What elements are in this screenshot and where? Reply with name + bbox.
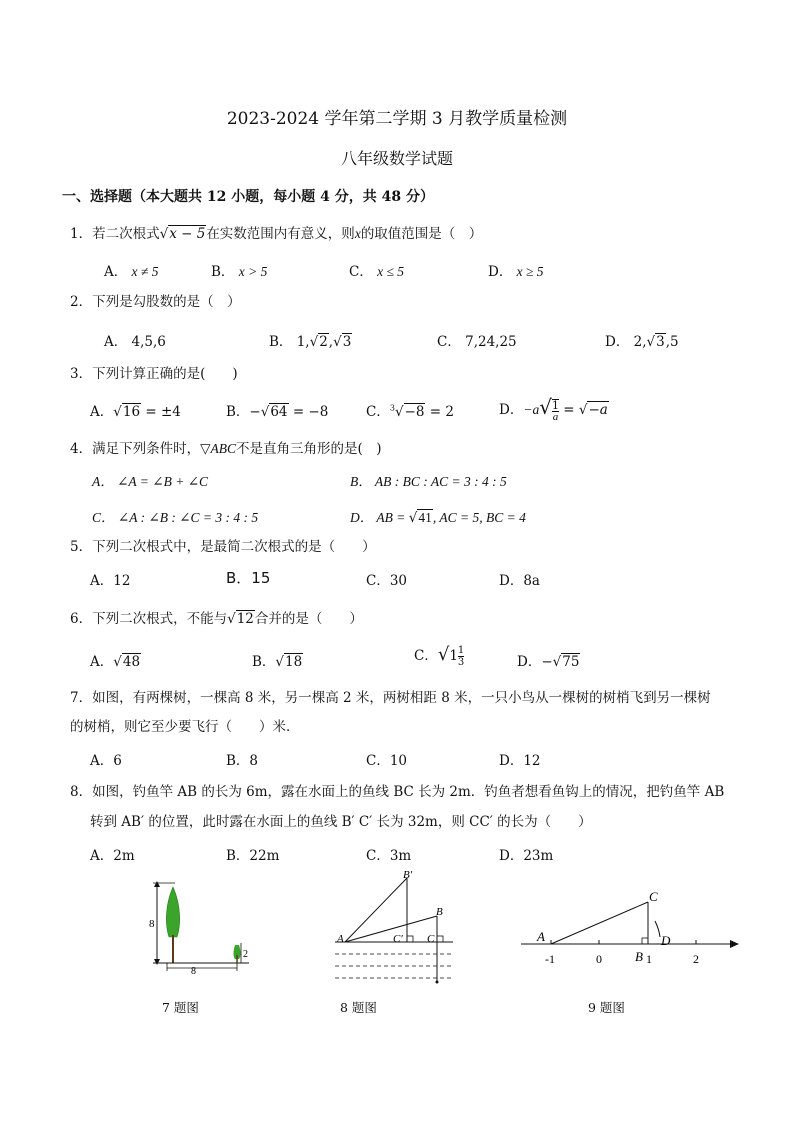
q6-stem-a: 6．下列二次根式，不能与 xyxy=(70,611,228,627)
fig7-tall-label: 8 xyxy=(149,918,155,930)
fig7-caption: 7 题图 xyxy=(162,1000,199,1015)
q6-c-frac-num: 1 xyxy=(457,645,465,656)
q5-option-b: B．15 xyxy=(226,569,271,587)
fig8-hook xyxy=(436,981,439,984)
fig9-right-angle xyxy=(642,938,648,944)
q3-option-b xyxy=(226,400,328,420)
q2-option-d xyxy=(605,330,679,350)
figure-8 xyxy=(335,870,455,985)
q7-option-c: C．10 xyxy=(366,753,408,769)
fig7-short-label: 2 xyxy=(243,949,248,960)
q7-option-d: D．12 xyxy=(499,753,541,769)
q6-stem-b: 合并的是（ ） xyxy=(254,611,363,627)
q2-b-radicand-1: 2 xyxy=(319,334,328,350)
question-8-line-2: 转到 AB′ 的位置，此时露在水面上的鱼线 B′ C′ 长为 32m，则 CC′ 的长为（ ） xyxy=(90,814,592,830)
q6-option-d-minus: − xyxy=(541,654,553,670)
q1-option-d-value: x ≥ 5 xyxy=(516,264,544,279)
q4-option-d-tail: , AC = 5, BC = 4 xyxy=(432,510,526,525)
figure-9 xyxy=(515,885,745,970)
fig9-arc xyxy=(655,921,660,937)
q3-d-frac-den: a xyxy=(552,410,559,423)
fig9-tick-label-2: 2 xyxy=(693,952,699,966)
q5-option-c: C．30 xyxy=(366,573,408,589)
q3-d-radical-frac: √ $\frac{1}{a}$ xyxy=(539,395,559,423)
q3-option-d-label: D． xyxy=(499,402,524,418)
q3-option-a-label: A． xyxy=(90,404,114,420)
q2-d-radicand: 3 xyxy=(656,334,665,350)
q4-option-d-label: D． AB = xyxy=(350,510,409,525)
q1-option-a-value: x ≠ 5 xyxy=(131,264,159,279)
q1-radicand: x − 5 xyxy=(169,226,206,242)
fig9-label-d: D xyxy=(661,933,671,948)
exam-subtitle: 八年级数学试题 xyxy=(340,149,453,168)
q6-option-a xyxy=(90,650,141,670)
fig9-label-a: A xyxy=(537,929,545,944)
q2-b-radical-1: √2 xyxy=(309,334,328,350)
q6-a-radical: √48 xyxy=(113,654,141,670)
q6-option-d-label: D． xyxy=(517,654,542,670)
q4-d-radicand: 41 xyxy=(418,510,432,525)
figure-7 xyxy=(145,875,255,975)
q6-radical: √12 xyxy=(227,611,254,627)
q2-option-b: B． 1,√2,√3 xyxy=(269,334,352,350)
q1-stem-a: 1．若二次根式 xyxy=(70,226,160,242)
q4-option-d xyxy=(350,506,526,526)
q6-a-radicand: 48 xyxy=(122,654,141,670)
q8-option-b: B．22m xyxy=(226,848,280,864)
q6-radicand: 12 xyxy=(236,611,254,627)
fig9-caption: 9 题图 xyxy=(588,1000,625,1015)
q1-option-a-label: A． xyxy=(104,264,128,280)
question-6 xyxy=(70,607,363,627)
question-7-line-2: 的树梢，则它至少要飞行（ ）米． xyxy=(70,719,300,735)
q2-option-d-label: D． 2, xyxy=(605,334,647,350)
q3-c-radicand: −8 xyxy=(404,404,425,420)
q1-stem-c: 的取值范围是（ ） xyxy=(360,226,483,242)
q1-radical: √x − 5 xyxy=(159,226,206,242)
q6-option-c-label: C． xyxy=(414,648,438,664)
q4-option-c: C． ∠A : ∠B : ∠C = 3 : 4 : 5 xyxy=(92,510,259,525)
q7-option-a: A．6 xyxy=(90,753,122,769)
q1-option-c-label: C． xyxy=(349,264,373,280)
q1-stem-b: 在实数范围内有意义，则 xyxy=(206,226,355,242)
question-2: 2．下列是勾股数的是（ ） xyxy=(70,294,241,310)
q5-option-a: A．12 xyxy=(90,573,131,589)
q3-option-c-tail: = 2 xyxy=(425,404,454,420)
q3-d-frac-num: 1 xyxy=(551,398,559,412)
q3-a-radical: √16 xyxy=(113,404,141,420)
q6-option-d xyxy=(517,650,580,670)
q6-option-b xyxy=(252,650,303,670)
q1-option-b-value: x > 5 xyxy=(238,264,268,279)
q3-a-radicand: 16 xyxy=(122,404,141,420)
q3-b-radical: √64 xyxy=(260,404,288,420)
q6-c-frac-den: 3 xyxy=(457,657,465,668)
q3-option-d xyxy=(499,395,609,423)
q6-b-radical: √18 xyxy=(275,654,303,670)
q3-option-c xyxy=(366,400,454,420)
q8-option-c: C．3m xyxy=(366,848,412,864)
q3-c-radical: √−8 xyxy=(394,404,425,420)
q1-option-b-label: B． xyxy=(211,264,235,280)
q1-option-d xyxy=(488,260,544,280)
question-5: 5．下列二次根式中，是最简二次根式的是（ ） xyxy=(70,539,376,555)
q4-stem-b: 不是直角三角形的是( ) xyxy=(235,441,382,457)
q4-option-a: A． ∠A = ∠B + ∠C xyxy=(92,474,209,489)
fig8-caption: 8 题图 xyxy=(340,1000,377,1015)
q6-d-radicand: 75 xyxy=(562,654,580,670)
fig9-tick-label-1: 1 xyxy=(646,952,652,966)
q3-option-a-tail: = ±4 xyxy=(141,404,181,420)
q3-c-root-index: 3 xyxy=(389,403,395,413)
fig9-axis-arrow xyxy=(730,940,739,948)
q3-d-fraction xyxy=(552,399,559,423)
fig9-tick-label-neg1: -1 xyxy=(545,952,555,966)
fig8-label-c-prime: C′ xyxy=(393,933,403,945)
q2-b-radicand-2: 3 xyxy=(342,334,352,350)
fig8-label-c: C xyxy=(427,933,435,945)
exam-title: 2023-2024 学年第二学期 3 月教学质量检测 xyxy=(226,109,568,129)
q1-option-c xyxy=(349,260,404,280)
question-8-line-1: 8．如图，钓鱼竿 AB 的长为 6m，露在水面上的鱼线 BC 长为 2m．钓鱼者想看鱼钩上的情况，把钓鱼竿 AB xyxy=(70,784,725,800)
section-heading: 一、选择题（本大题共 12 小题，每小题 4 分，共 48 分） xyxy=(62,189,434,205)
q6-c-integer: 1 xyxy=(449,648,458,664)
q3-option-b-tail: = −8 xyxy=(288,404,329,420)
q3-d-radical: √−a xyxy=(578,402,608,418)
q6-option-b-label: B． xyxy=(252,654,276,670)
q3-option-c-label: C． xyxy=(366,404,390,420)
q1-option-c-value: x ≤ 5 xyxy=(377,264,405,279)
q2-option-c: C． 7,24,25 xyxy=(437,334,517,350)
q4-d-radical: √41 xyxy=(408,510,432,526)
q3-option-b-label: B． xyxy=(226,404,250,420)
q1-option-a xyxy=(104,260,158,280)
fig8-label-a: A xyxy=(337,933,344,945)
fig8-label-b-prime: B′ xyxy=(403,870,413,881)
fig9-tick-label-0: 0 xyxy=(596,952,602,966)
q4-option-b: B． AB : BC : AC = 3 : 4 : 5 xyxy=(350,474,507,489)
q3-d-radicand: −a xyxy=(588,402,608,418)
q3-d-prefix: −a xyxy=(523,402,540,417)
q1-option-b xyxy=(211,260,267,280)
q2-option-d-tail: ,5 xyxy=(665,334,679,350)
q2-option-b-label: B． 1, xyxy=(269,334,310,350)
q6-option-a-label: A． xyxy=(90,654,114,670)
q5-option-d: D．8a xyxy=(499,573,540,589)
q1-option-d-label: D． xyxy=(488,264,513,280)
q2-option-a: A． 4,5,6 xyxy=(104,334,166,350)
q3-d-equals: = xyxy=(558,402,579,418)
q3-b-radicand: 64 xyxy=(270,404,288,420)
fig8-rod-ab xyxy=(345,916,437,942)
question-3: 3．下列计算正确的是( ) xyxy=(70,366,238,382)
q4-triangle: ▽ABC xyxy=(200,441,236,456)
fig7-arrowhead-bottom xyxy=(154,959,160,965)
q4-stem-a: 4．满足下列条件时， xyxy=(70,441,201,457)
fig9-label-c: C xyxy=(649,889,658,904)
fig7-tall-tree xyxy=(166,887,179,937)
question-1 xyxy=(70,222,482,242)
q8-option-d: D．23m xyxy=(499,848,554,864)
q1-var: x xyxy=(354,226,361,241)
fig8-right-angle-c-prime xyxy=(407,936,413,942)
q3-option-b-minus: − xyxy=(249,404,261,420)
q6-d-radical: √75 xyxy=(552,654,580,670)
q6-b-radicand: 18 xyxy=(285,654,303,670)
q2-d-radical: √3 xyxy=(646,334,665,350)
question-4 xyxy=(70,437,382,457)
q2-b-radical-2: √3 xyxy=(333,334,352,350)
q6-c-fraction xyxy=(458,645,464,668)
q6-c-radical: √1 $\frac{1}{3}$ xyxy=(437,644,465,668)
q6-option-c xyxy=(414,644,464,668)
fig9-label-b: B xyxy=(635,949,643,964)
fig9-segment-ac xyxy=(551,902,648,944)
fig8-label-b: B xyxy=(436,906,443,918)
q8-option-a: A．2m xyxy=(90,848,135,864)
fig7-dist-label: 8 xyxy=(191,966,196,975)
q3-option-a xyxy=(90,400,181,420)
fig7-arrowhead-top xyxy=(154,881,160,887)
q7-option-b: B．8 xyxy=(226,753,259,769)
fig8-right-angle-c xyxy=(437,936,443,942)
question-7-line-1: 7．如图，有两棵树，一棵高 8 米，另一棵高 2 米，两树相距 8 米，一只小鸟从一棵树的树梢飞到另一棵树 xyxy=(70,690,711,706)
